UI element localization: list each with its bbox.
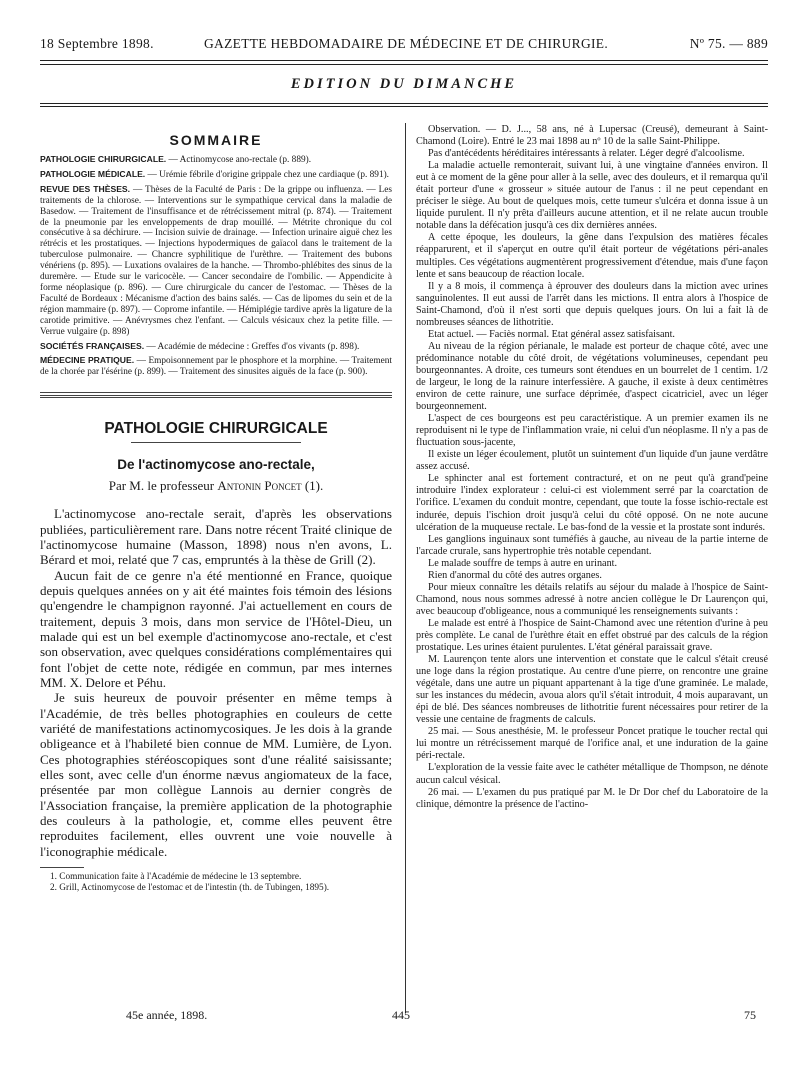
sommaire-item-text: — Urémie fébrile d'origine grippale chez une cardiaque (p. 891). (145, 169, 390, 180)
issue-date: 18 Septembre 1898. (40, 36, 154, 51)
footer-year: 45e année, 1898. (126, 1008, 208, 1022)
sommaire-rule-double (40, 395, 392, 398)
article-title: De l'actinomycose ano-rectale, (117, 457, 315, 473)
observation-paragraph: Les ganglions inguinaux sont tuméfiés à gauche, au niveau de la partie interne de l'arcade crurale, sans hypertrophie très notable cependant. (416, 533, 768, 557)
section-rule (131, 442, 301, 443)
sommaire-item (40, 169, 392, 181)
article-paragraph: Aucun fait de ce genre n'a été mentionné en France, quoique depuis quelques années on y ait été maintes fois témoin des lésions qu'engendre le champignon rayonné. J'ai actuellement en cours de traitement, depuis 3 mois, dans mon service de l'Hôtel-Dieu, un malade qui est un bel exemple d'actinomycose ano-rectale, et c'est son observation, avec quelques considérations complémentaires qui font l'objet de cette note, rédigée en commun, par mes internes MM. X. Delore et Péhu. (40, 567, 392, 690)
sommaire-item-text: — Empoisonnement par le phosphore et la morphine. — Traitement de la chorée par l'ésérine (p. 899). — Traitement des sinusites aiguës de la face (p. 900). (40, 356, 392, 378)
edition-rule (40, 103, 768, 104)
running-header (40, 36, 768, 52)
footer-sheet-number: 75 (744, 1008, 756, 1022)
observation-text (416, 124, 768, 811)
sommaire-item-heading: REVUE DES THÈSES. (40, 183, 131, 194)
sommaire-item (40, 341, 392, 353)
observation-paragraph: La maladie actuelle remonterait, suivant lui, à une vingtaine d'années environ. Il eut à ce moment de la gêne pour aller à la selle, avec des douleurs, et il remarqua qu'il était porteur d'une « grosseur » située autour de l'anus : il ne peut cependant en préciser le siège. Au bout de quelques mois, cette tumeur s'ulcéra et donna issue à un liquide purulent. Il n'y prêta d'ailleurs aucune attention, et il ne relate aucun trouble notable dans la défécation jusqu'à ces dix dernières années. (416, 160, 768, 232)
sommaire-item (40, 154, 392, 166)
observation-paragraph: Le malade est entré à l'hospice de Saint-Chamond avec une rétention d'urine à peu près complète. Le canal de l'urèthre était en effet obstrué par des calculs de la région prostatique. Les urines étaient purulentes. L'état général paraissait grave. (416, 617, 768, 654)
footnote-rule (40, 867, 84, 868)
observation-paragraph: Observation. — D. J..., 58 ans, né à Lupersac (Creusé), demeurant à Saint-Chamond (Loire). Entré le 23 mai 1898 au nº 10 de la salle Saint-Philippe. (416, 124, 768, 148)
sommaire-item-heading: PATHOLOGIE CHIRURGICALE. (40, 154, 167, 164)
article-byline (40, 478, 392, 494)
footnotes (40, 872, 392, 894)
observation-paragraph: 26 mai. — L'examen du pus pratiqué par M. le Dr Dor chef du Laboratoire de la clinique, démontre la présence de l'actino- (416, 786, 768, 810)
sommaire-item-text: — Actinomycose ano-rectale (p. 889). (166, 155, 312, 165)
observation-paragraph: Il existe un léger écoulement, plutôt un suintement d'un liquide d'un jaune verdâtre assez accusé. (416, 449, 768, 473)
header-rule-2 (40, 64, 768, 65)
issue-number-page: Nº 75. — 889 (689, 36, 768, 51)
sommaire-item-heading: SOCIÉTÉS FRANÇAISES. (40, 340, 145, 351)
observation-paragraph: Le sphincter anal est fortement contracturé, et on ne peut qu'à grand'peine introduire l'index explorateur : celui-ci est violemment serré par la coarctation de l'orifice. L'examen du conduit montre, cependant, que toute la fosse ischio-rectale est indurée, depuis l'ischion droit jusqu'à celui du côté opposé. On ne note aucune ulcération de la muqueuse rectale. Le bas-fond de la vessie et la prostate sont indurés. (416, 473, 768, 533)
left-column (40, 132, 392, 894)
observation-paragraph: 25 mai. — Sous anesthésie, M. le professeur Poncet pratique le toucher rectal qui lui montre un rétrécissement marqué de l'orifice anal, et une induration de la gaine péri-rectale. (416, 726, 768, 762)
byline-suffix: (1). (301, 478, 324, 494)
footer-page-number: 445 (392, 1008, 410, 1022)
byline-author: Antonin Poncet (217, 478, 302, 494)
sommaire-item-text: — Académie de médecine : Greffes d'os vivants (p. 898). (144, 341, 360, 352)
observation-paragraph: Pour mieux connaître les détails relatifs au séjour du malade à l'hospice de Saint-Chamond, nous nous sommes adressé à notre ancien collègue le Dr Laurençon qui, avec beaucoup d'obligeance, nous a communiqué les renseignements suivants : (416, 581, 768, 617)
footnote: 2. Grill, Actinomycose de l'estomac et de l'intestin (th. de Tubingen, 1895). (50, 883, 330, 894)
sommaire-list (40, 154, 392, 378)
observation-paragraph: Pas d'antécédents héréditaires intéressants à relater. Léger degré d'alcoolisme. (428, 148, 745, 160)
page-footer (40, 1008, 768, 1024)
observation-paragraph: Etat actuel. — Faciès normal. Etat général assez satisfaisant. (428, 328, 675, 340)
article-paragraph: Je suis heureux de pouvoir présenter en même temps à l'Académie, de très belles photographies en couleurs de cette variété de manifestations actinomycosiques. Je les dois à la grande obligeance et à l'habileté bien connue de MM. Lumière, de Lyon. Ces photographies stéréoscopiques sont d'une réalité saisissante; elles sont, avec celle d'un énorme nævus angiomateux de la face, présentée par mon collègue Lannois au dernier congrès de l'Association française, la première application de la photographie des couleurs à la pathologie, et, comme elles peuvent être reproduites facilement, elles ouvrent une voie nouvelle à l'iconographie médicale. (40, 690, 392, 859)
observation-paragraph: Le malade souffre de temps à autre en urinant. (428, 557, 618, 569)
sommaire-item-text: — Thèses de la Faculté de Paris : De la grippe ou influenza. — Les traitements de la chlorose. — Interventions sur le sympathique cervical dans la maladie de Basedow. — Traitement de l'insuffisance et de rétrécissement mitral (p. 874). — Traitement de la pneumonie par les enveloppements de drap mouillé. — Métrite chronique du col consécutive à sa déchirure. — Incision suivie de drainage. — Infection urinaire aiguë chez les rétrécis et les prostatiques. — Injections hypodermiques de gaïacol dans le traitement de la tuberculose pulmonaire. — Chancre syphilitique de l'urèthre. — Traitement des bubons vénériens (p. 895). — Luxations ovalaires de la hanche. — Thrombo-phlébites des sinus de la duremère. — Etude sur le varicocèle. — Cancer secondaire de l'ombilic. — Appendicite à forme néoplasique (p. 896). — Cure chirurgicale du cancer de l'estomac. — Thèses de la Faculté de Bordeaux : Mécanisme d'action des bains salés. — Cas de lipomes du sein et de la région mammaire (p. 897). — Coprome infantile. — Hémiplégie tardive après la ligature de la carotide primitive. — Anévrysmes chez l'enfant. — Calculs vésicaux chez la petite fille. — Verrue vulgaire (p. 898) (40, 184, 392, 337)
sommaire-item (40, 355, 392, 378)
article-body (40, 506, 392, 859)
byline-prefix: Par M. le professeur (108, 478, 218, 494)
observation-paragraph: M. Laurençon tente alors une intervention et constate que le calcul s'était creusé une loge dans la région prostatique. Au centre d'une pierre, on rencontre une graine végétale, dans une autre un piquant appartenant à la tige d'une graminée. Le malade, sur les instances du médecin, avoua alors qu'il s'était introduit, 4 mois auparavant, un épi de blé. Des séances nombreuses de lithotritie furent nécessaires pour retirer de la vessie une centaine de fragments de calculs. (416, 654, 768, 726)
sommaire-item (40, 184, 392, 338)
observation-paragraph: L'aspect de ces bourgeons est peu caractéristique. A un premier examen ils ne reproduisent ni le type de l'inflammation vraie, ni celui d'un néoplasme. Il n'y a pas de fluctuation sous-jacente, (416, 413, 768, 449)
edition-banner: EDITION DU DIMANCHE (290, 76, 518, 92)
observation-paragraph: L'exploration de la vessie faite avec le cathéter métallique de Thompson, ne dénote aucun calcul vésical. (416, 762, 768, 786)
section-title: PATHOLOGIE CHIRURGICALE (104, 420, 328, 438)
sommaire-item-heading: PATHOLOGIE MÉDICALE. (40, 168, 146, 179)
footnote: 1. Communication faite à l'Académie de médecine le 13 septembre. (50, 872, 302, 883)
edition-rule-2 (40, 106, 768, 107)
column-divider (405, 123, 406, 1013)
sommaire-item-heading: MÉDECINE PRATIQUE. (40, 355, 135, 366)
observation-paragraph: A cette époque, les douleurs, la gêne dans l'expulsion des matières fécales réapparurent, et il s'aperçut en outre qu'il était porteur de végétations péri-anales multiples. Ces végétations augmentèrent progressivement d'étendue, mais d'une façon lente et sans beaucoup de réaction locale. (416, 232, 768, 280)
header-rule (40, 60, 768, 61)
journal-title: GAZETTE HEBDOMADAIRE DE MÉDECINE ET DE CHIRURGIE. (204, 36, 609, 51)
sommaire-rule (40, 392, 392, 393)
observation-paragraph: Rien d'anormal du côté des autres organes. (428, 569, 602, 581)
article-paragraph: L'actinomycose ano-rectale serait, d'après les observations publiées, particulièrement rare. Dans notre récent Traité clinique de l'actinomycose humaine (Masson, 1898) nous n'en avons, L. Bérard et moi, relaté que 7 cas, empruntés à la thèse de Grill (2). (40, 506, 392, 568)
observation-paragraph: Il y a 8 mois, il commença à éprouver des douleurs dans la miction avec urines sanguinolentes. Il eut aussi de l'arrêt dans les mictions. Il entra alors à l'hospice de Saint-Chamond, d'où il n'est sorti que depuis quelques jours. On lui a fait là de nombreuses séances de lithotritie. (416, 280, 768, 328)
sommaire-title: SOMMAIRE (169, 132, 263, 148)
observation-paragraph: Au niveau de la région périanale, le malade est porteur de chaque côté, avec une prédominance notable du côté droit, de végétations volumineuses, cependant peu bourgeonnantes. A droite, ces tumeurs sont étendues en un bourrelet de 1 centim. 1/2 de largeur, le long de la rainure interfessière. A gauche, il existe à deux centimètres environ de cette rainure, une surface déprimée, d'aspect cicatriciel, avec un léger bourgeonnement. (416, 340, 768, 413)
right-column (416, 124, 768, 811)
